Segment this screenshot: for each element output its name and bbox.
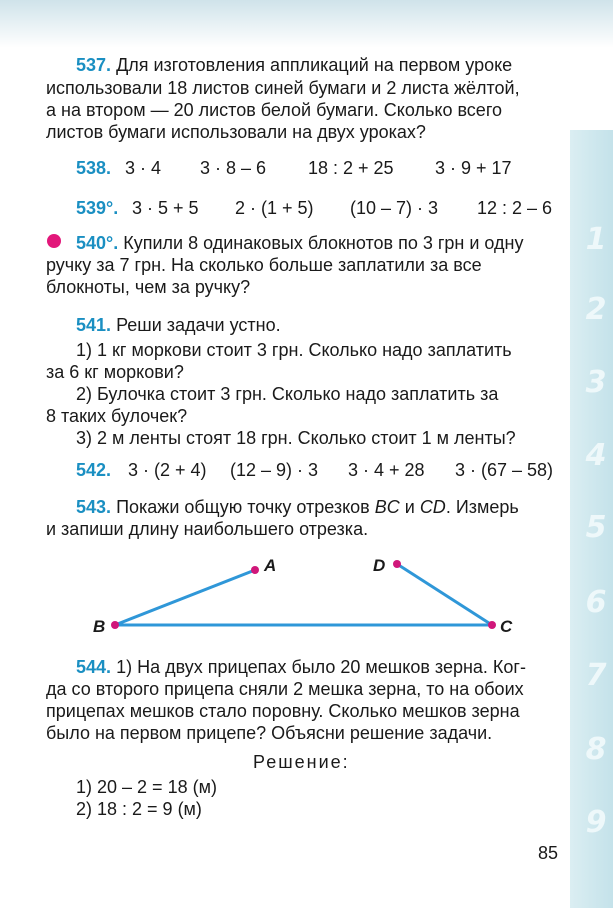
task-541-line: 1) 1 кг моркови стоит 3 грн. Сколько надо заплатить: [76, 340, 512, 360]
expression: 12 : 2 – 6: [477, 198, 553, 218]
point-d: [393, 560, 401, 568]
side-tab-9[interactable]: 9: [585, 805, 607, 840]
task-541-line: 3) 2 м ленты стоят 18 грн. Сколько стоит 1 м ленты?: [76, 428, 516, 448]
task-537-line: использовали 18 листов синей бумаги и 2 листа жёлтой,: [46, 78, 520, 98]
task-537-line: а на втором — 20 листов белой бумаги. Сколько всего: [46, 100, 503, 120]
segment-ba: [115, 570, 255, 625]
side-tab-1[interactable]: 1: [585, 222, 607, 257]
side-tab-2[interactable]: 2: [585, 292, 607, 327]
expression: 18 : 2 + 25: [308, 158, 394, 178]
point-a: [251, 566, 259, 574]
task-text: Для изготовления аппликаций на первом уроке: [116, 55, 513, 75]
task-number: 543.: [76, 497, 112, 517]
point-c: [488, 621, 496, 629]
task-number: 542.: [76, 460, 112, 480]
expression: 3 · 5 + 5: [132, 198, 199, 218]
solution-heading: Решение:: [253, 752, 350, 772]
task-number: 538.: [76, 158, 112, 178]
task-541-line: 8 таких булочек?: [46, 406, 188, 426]
task-text: Купили 8 одинаковых блокнотов по 3 грн и одну: [123, 233, 524, 253]
expression: (12 – 9) · 3: [230, 460, 319, 480]
task-540-line: блокноты, чем за ручку?: [46, 277, 251, 297]
side-tab-3[interactable]: 3: [585, 365, 607, 400]
segment-label: CD: [419, 497, 446, 517]
task-text: Покажи общую точку отрезков: [116, 497, 375, 517]
task-text: Реши задачи устно.: [116, 315, 281, 335]
task-544-line: было на первом прицепе? Объясни решение задачи.: [46, 723, 493, 743]
side-tab-4[interactable]: 4: [585, 438, 607, 473]
expression: 3 · 4: [125, 158, 162, 178]
solution-step: 1) 20 – 2 = 18 (м): [76, 777, 217, 797]
task-544-line: [76, 656, 526, 678]
side-tab-8[interactable]: 8: [585, 732, 607, 767]
expression: 3 · 9 + 17: [435, 158, 512, 178]
task-text: 1) На двух прицепах было 20 мешков зерна. Ког-: [116, 657, 526, 677]
segment-dc: [397, 564, 492, 625]
task-540-line: ручку за 7 грн. На сколько больше заплатили за все: [46, 255, 482, 275]
task-544-line: да со второго прицепа сняли 2 мешка зерна, то на обоих: [46, 679, 524, 699]
expression: 3 · 8 – 6: [200, 158, 267, 178]
task-541-line: за 6 кг моркови?: [46, 362, 184, 382]
task-544-line: прицепах мешков стало поровну. Сколько мешков зерна: [46, 701, 520, 721]
label-a: A: [264, 556, 277, 575]
expression: 2 · (1 + 5): [235, 198, 314, 218]
task-541-line: 2) Булочка стоит 3 грн. Сколько надо заплатить за: [76, 384, 499, 404]
label-b: B: [93, 617, 106, 636]
solution-step: 2) 18 : 2 = 9 (м): [76, 799, 202, 819]
task-number: 539°.: [76, 198, 119, 218]
expression: 3 · 4 + 28: [348, 460, 425, 480]
segment-label: BC: [374, 497, 400, 517]
side-tab-6[interactable]: 6: [585, 585, 607, 620]
task-537-line: листов бумаги использовали на двух уроках?: [46, 122, 426, 142]
task-number: 540°.: [76, 233, 119, 253]
task-number: 544.: [76, 657, 112, 677]
task-number: 537.: [76, 55, 112, 75]
task-text: и: [399, 497, 420, 517]
point-b: [111, 621, 119, 629]
task-number: 541.: [76, 315, 112, 335]
expression: 3 · (2 + 4): [128, 460, 207, 480]
label-c: C: [500, 617, 513, 636]
label-d: D: [373, 556, 386, 575]
side-tab-7[interactable]: 7: [585, 658, 607, 693]
side-tab-5[interactable]: 5: [585, 510, 607, 545]
expression: (10 – 7) · 3: [350, 198, 439, 218]
expression: 3 · (67 – 58): [455, 460, 554, 480]
task-text: . Измерь: [445, 497, 519, 517]
page-number: 85: [538, 843, 559, 863]
task-543-line: и запиши длину наибольшего отрезка.: [46, 519, 369, 539]
